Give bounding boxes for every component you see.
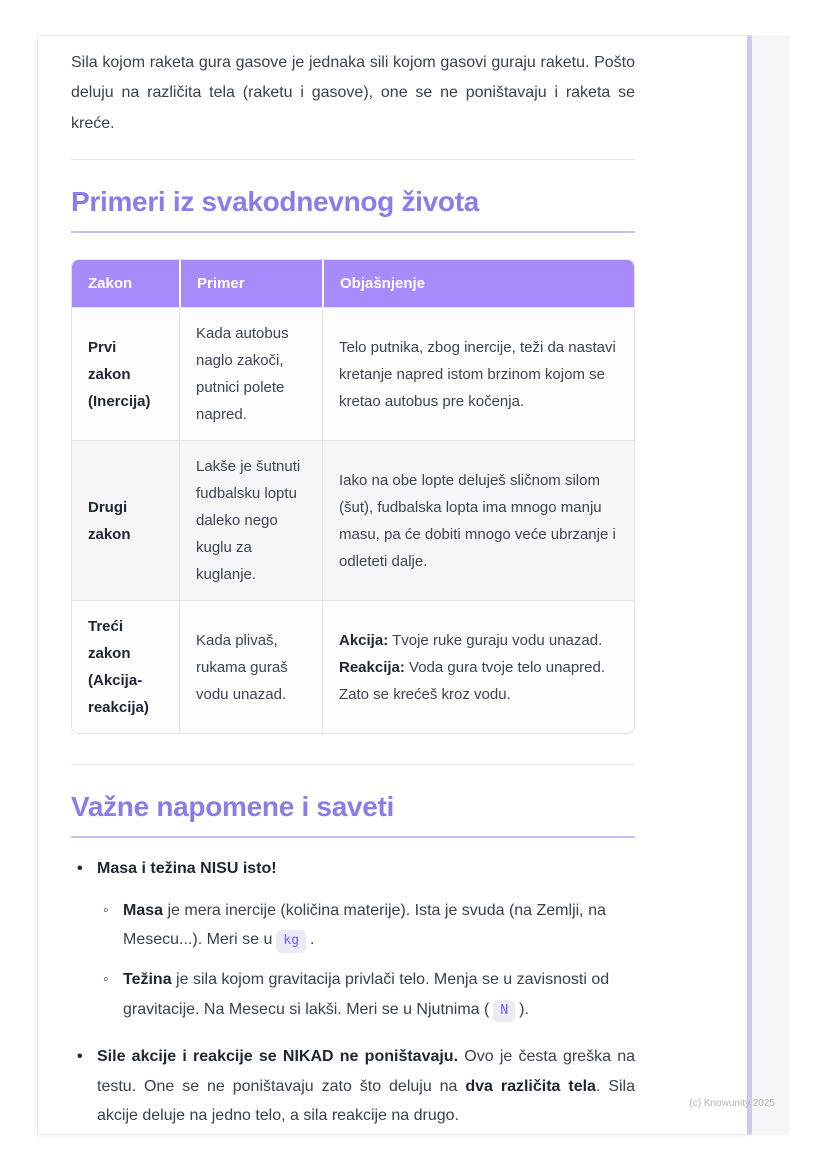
note-text: . <box>310 931 315 949</box>
unit-code-badge: N <box>493 1000 515 1022</box>
table-row <box>72 600 634 733</box>
note-text: . Sila akcije deluje na jedno telo, a sila reakcije na drugo. <box>97 1077 635 1125</box>
sub-list <box>97 896 635 1024</box>
note-lead: Sile akcije i reakcije se NIKAD ne poništavaju. <box>97 1048 459 1066</box>
notes-list <box>71 854 635 1131</box>
sub-bullet-icon: ◦ <box>103 970 109 988</box>
section-title-examples: Primeri iz svakodnevnog života <box>71 186 635 233</box>
section-divider <box>71 764 635 765</box>
term-bold: Masa <box>123 901 164 919</box>
note-text: je sila kojom gravitacija privlači telo. Menja se u zavisnosti od gravitacije. Na Mesecu si lakši. Meri se u Njutnima ( <box>123 970 610 1018</box>
law-cell: Drugi zakon <box>72 440 179 600</box>
example-cell: Kada autobus naglo zakoči, putnici polete napred. <box>179 307 322 440</box>
table-row <box>72 307 634 440</box>
list-item <box>97 965 635 1024</box>
scrollbar-thumb[interactable] <box>747 35 752 1135</box>
note-text: je mera inercije (količina materije). Ista je svuda (na Zemlji, na Mesecu...). Meri se u <box>123 901 606 949</box>
explanation-cell: Iako na obe lopte deluješ sličnom silom (šut), fudbalska lopta ima mnogo manju masu, pa će dobiti mnogo veće ubrzanje i odleteti dalje. <box>322 440 634 600</box>
bullet-icon: • <box>77 1048 83 1066</box>
table-row <box>72 440 634 600</box>
example-cell: Lakše je šutnuti fudbalsku loptu daleko nego kuglu za kuglanje. <box>179 440 322 600</box>
document-page <box>37 35 747 1135</box>
list-item <box>97 896 635 955</box>
scrollbar-track[interactable] <box>747 35 790 1135</box>
watermark: (c) Knowunity 2025 <box>689 1098 775 1109</box>
reaction-text: Voda gura tvoje telo unapred. Zato se krećeš kroz vodu. <box>339 658 606 703</box>
bullet-icon: • <box>77 860 83 878</box>
law-cell: Treći zakon (Akcija-reakcija) <box>72 600 179 733</box>
term-bold: Težina <box>123 970 172 988</box>
table-header-objasnjenje: Objašnjenje <box>322 260 634 307</box>
note-text: ). <box>519 1000 529 1018</box>
section-title-notes: Važne napomene i saveti <box>71 791 635 838</box>
explanation-cell: Telo putnika, zbog inercije, teži da nastavi kretanje napred istom brzinom kojom se kretao autobus pre kočenja. <box>322 307 634 440</box>
unit-code-badge: kg <box>276 930 306 952</box>
action-label: Akcija: <box>339 631 389 649</box>
law-cell: Prvi zakon (Inercija) <box>72 307 179 440</box>
note-text: Ovo je česta greška na testu. One se ne poništavaju zato što deluju na <box>97 1048 635 1095</box>
section-divider <box>71 159 635 160</box>
note-lead: Masa i težina NISU isto! <box>97 860 277 878</box>
example-cell: Kada plivaš, rukama guraš vodu unazad. <box>179 600 322 733</box>
examples-table <box>71 259 635 734</box>
explanation-cell <box>322 600 634 733</box>
table-header-row <box>72 260 634 307</box>
table-header-zakon: Zakon <box>72 260 179 307</box>
reaction-label: Reakcija: <box>339 658 405 676</box>
list-item <box>71 1042 635 1131</box>
intro-paragraph: Sila kojom raketa gura gasove je jednaka sili kojom gasovi guraju raketu. Pošto deluju na različita tela (raketu i gasove), one se ne poništavaju i raketa se kreće. <box>71 54 635 132</box>
list-item <box>71 854 635 1024</box>
sub-bullet-icon: ◦ <box>103 901 109 919</box>
term-bold: dva različita tela <box>465 1077 596 1095</box>
action-text: Tvoje ruke guraju vodu unazad. <box>388 631 603 649</box>
table-header-primer: Primer <box>179 260 322 307</box>
